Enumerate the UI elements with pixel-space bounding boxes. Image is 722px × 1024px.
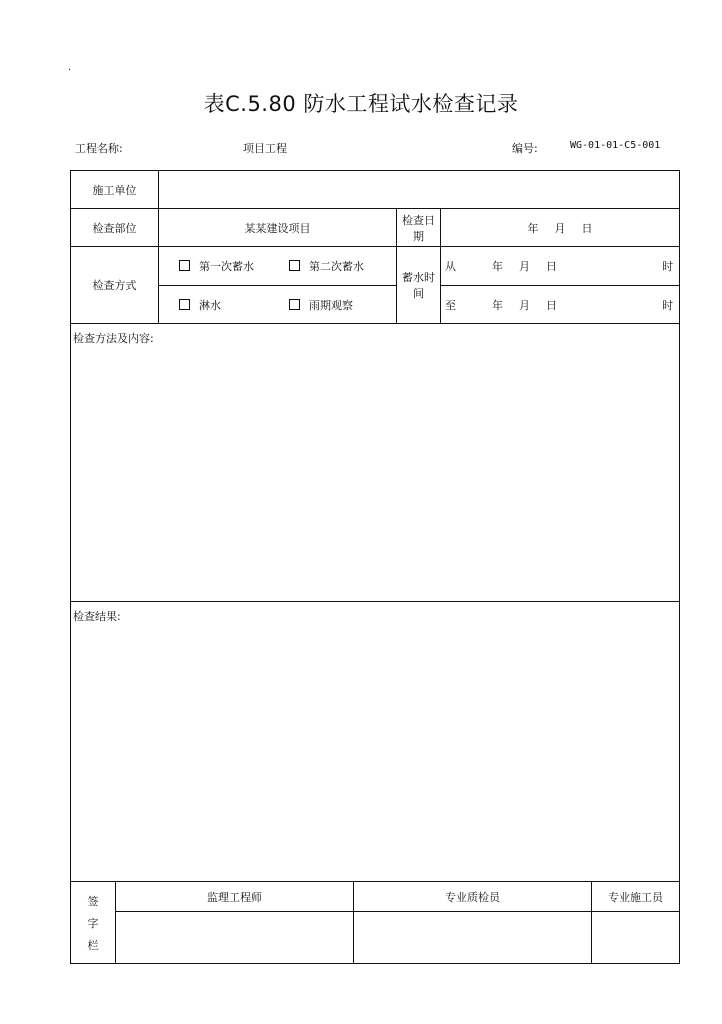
- project-name-value: 项目工程: [243, 142, 287, 155]
- from-day-label: 日: [546, 260, 557, 273]
- construction-worker-signature-field[interactable]: [592, 912, 680, 964]
- signature-column-label: [71, 882, 116, 964]
- inspection-part-row: [71, 209, 680, 247]
- method-content-field[interactable]: [71, 324, 680, 602]
- storage-time-to[interactable]: [441, 286, 680, 324]
- quality-inspector-signature-field[interactable]: [354, 912, 592, 964]
- option-first-storage-label: 第一次蓄水: [199, 260, 254, 273]
- option-second-storage-label: 第二次蓄水: [309, 260, 364, 273]
- construction-worker-label: 专业施工员: [592, 882, 680, 912]
- from-label: 从: [445, 260, 456, 273]
- construction-unit-field[interactable]: [159, 171, 680, 209]
- storage-time-label: 蓄水时间: [397, 247, 441, 324]
- supervisor-label: 监理工程师: [116, 882, 354, 912]
- construction-unit-row: [71, 171, 680, 209]
- date-year-label: 年: [527, 221, 539, 235]
- method-content-label: 检查方法及内容:: [73, 332, 154, 345]
- storage-time-from[interactable]: [441, 247, 680, 286]
- signature-fields-row: [71, 912, 680, 964]
- inspection-part-label: 检查部位: [71, 209, 159, 247]
- inspection-date-field[interactable]: [441, 209, 680, 247]
- method-options-row-1: [159, 247, 397, 286]
- result-row: [71, 602, 680, 882]
- option-rainy-observation[interactable]: [289, 297, 353, 313]
- construction-unit-label: 施工单位: [71, 171, 159, 209]
- to-day-label: 日: [546, 298, 557, 312]
- method-label: 检查方式: [71, 247, 159, 324]
- date-month-label: 月: [554, 221, 566, 235]
- method-row-1: [71, 247, 680, 286]
- checkbox-icon[interactable]: [179, 299, 190, 310]
- record-number-value: WG-01-01-C5-001: [570, 140, 661, 151]
- inspection-form-table: [70, 170, 680, 964]
- sign-char-3: 栏: [87, 938, 99, 952]
- sign-char-2: 字: [87, 916, 99, 930]
- option-sprinkling-label: 淋水: [199, 298, 221, 312]
- method-row-2: [71, 286, 680, 324]
- inspection-date-label: 检查日期: [397, 209, 441, 247]
- checkbox-icon[interactable]: [179, 260, 190, 271]
- record-number-label: 编号:: [512, 142, 538, 155]
- to-hour-label: 时: [662, 298, 674, 312]
- checkbox-icon[interactable]: [289, 299, 300, 310]
- option-first-storage[interactable]: [179, 258, 289, 274]
- from-year-label: 年: [492, 260, 503, 273]
- result-field[interactable]: [71, 602, 680, 882]
- date-day-label: 日: [581, 221, 593, 235]
- option-second-storage[interactable]: [289, 258, 364, 274]
- to-month-label: 月: [519, 298, 530, 312]
- method-options-row-2: [159, 286, 397, 324]
- option-rainy-observation-label: 雨期观察: [309, 298, 353, 312]
- page-title: 表C.5.80 防水工程试水检查记录: [203, 92, 519, 116]
- supervisor-signature-field[interactable]: [116, 912, 354, 964]
- signature-header-row: [71, 882, 680, 912]
- to-year-label: 年: [492, 298, 503, 312]
- quality-inspector-label: 专业质检员: [354, 882, 592, 912]
- project-name-label: 工程名称:: [75, 142, 123, 155]
- option-sprinkling[interactable]: [179, 297, 289, 313]
- to-label: 至: [445, 298, 456, 312]
- checkbox-icon[interactable]: [289, 260, 300, 271]
- corner-dot: .: [68, 62, 72, 73]
- from-month-label: 月: [519, 260, 530, 273]
- method-content-row: [71, 324, 680, 602]
- sign-char-1: 签: [87, 894, 99, 908]
- inspection-part-value[interactable]: 某某建设项目: [159, 209, 397, 247]
- result-label: 检查结果:: [73, 610, 121, 623]
- from-hour-label: 时: [662, 260, 674, 273]
